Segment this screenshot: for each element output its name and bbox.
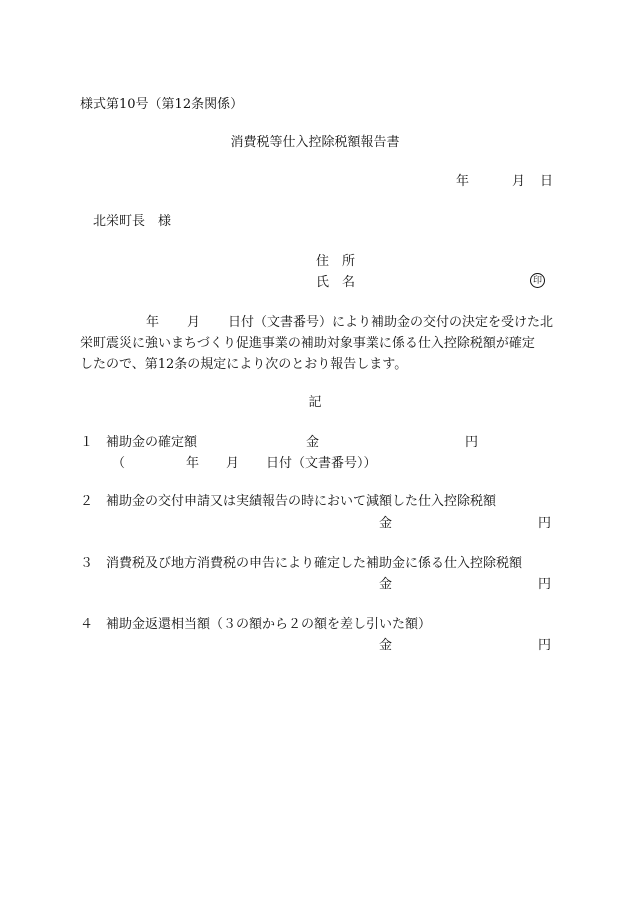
name-label: 氏 名 <box>316 275 356 290</box>
item-1-kin: 金 <box>306 435 320 450</box>
ki-heading: 記 <box>308 395 322 410</box>
body-month-label: 月 <box>187 315 201 330</box>
item-1-number: １ <box>80 435 94 450</box>
item-4-number: ４ <box>80 617 94 632</box>
body-year-label: 年 <box>146 315 160 330</box>
item-2-kin: 金 <box>379 516 393 531</box>
seal-mark: 印 <box>530 273 545 288</box>
item-4-text: 補助金返還相当額（３の額から２の額を差し引いた額） <box>106 617 432 632</box>
date-year-label: 年 <box>456 174 470 189</box>
date-day-label: 日 <box>540 174 554 189</box>
item-3-kin: 金 <box>379 577 393 592</box>
body-line-1-text: 日付（文書番号）により補助金の交付の決定を受けた北 <box>228 315 554 330</box>
item-1-sub-year: 年 <box>186 456 200 471</box>
form-number: 様式第10号（第12条関係） <box>80 97 244 112</box>
item-4-kin: 金 <box>379 638 393 653</box>
address-label: 住 所 <box>316 254 356 269</box>
item-1-sub-rest: 日付（文書番号）） <box>266 456 377 471</box>
item-2-number: ２ <box>80 494 94 509</box>
addressee: 北栄町長 様 <box>93 214 172 229</box>
body-line-2: 栄町震災に強いまちづくり促進事業の補助対象事業に係る仕入控除税額が確定 <box>80 336 535 351</box>
item-1-en: 円 <box>465 435 479 450</box>
item-2-text: 補助金の交付申請又は実績報告の時において減額した仕入控除税額 <box>106 494 497 509</box>
body-line-3: したので、第12条の規定により次のとおり報告します。 <box>80 357 408 372</box>
item-2-en: 円 <box>538 516 552 531</box>
item-3-number: ３ <box>80 556 94 571</box>
item-1-sub-month: 月 <box>226 456 240 471</box>
item-3-text: 消費税及び地方消費税の申告により確定した補助金に係る仕入控除税額 <box>106 556 523 571</box>
item-1-sub-open: （ <box>112 456 126 471</box>
document-title: 消費税等仕入控除税額報告書 <box>230 135 400 150</box>
date-month-label: 月 <box>512 174 526 189</box>
item-4-en: 円 <box>538 638 552 653</box>
item-3-en: 円 <box>538 577 552 592</box>
item-1-text: 補助金の確定額 <box>106 435 198 450</box>
